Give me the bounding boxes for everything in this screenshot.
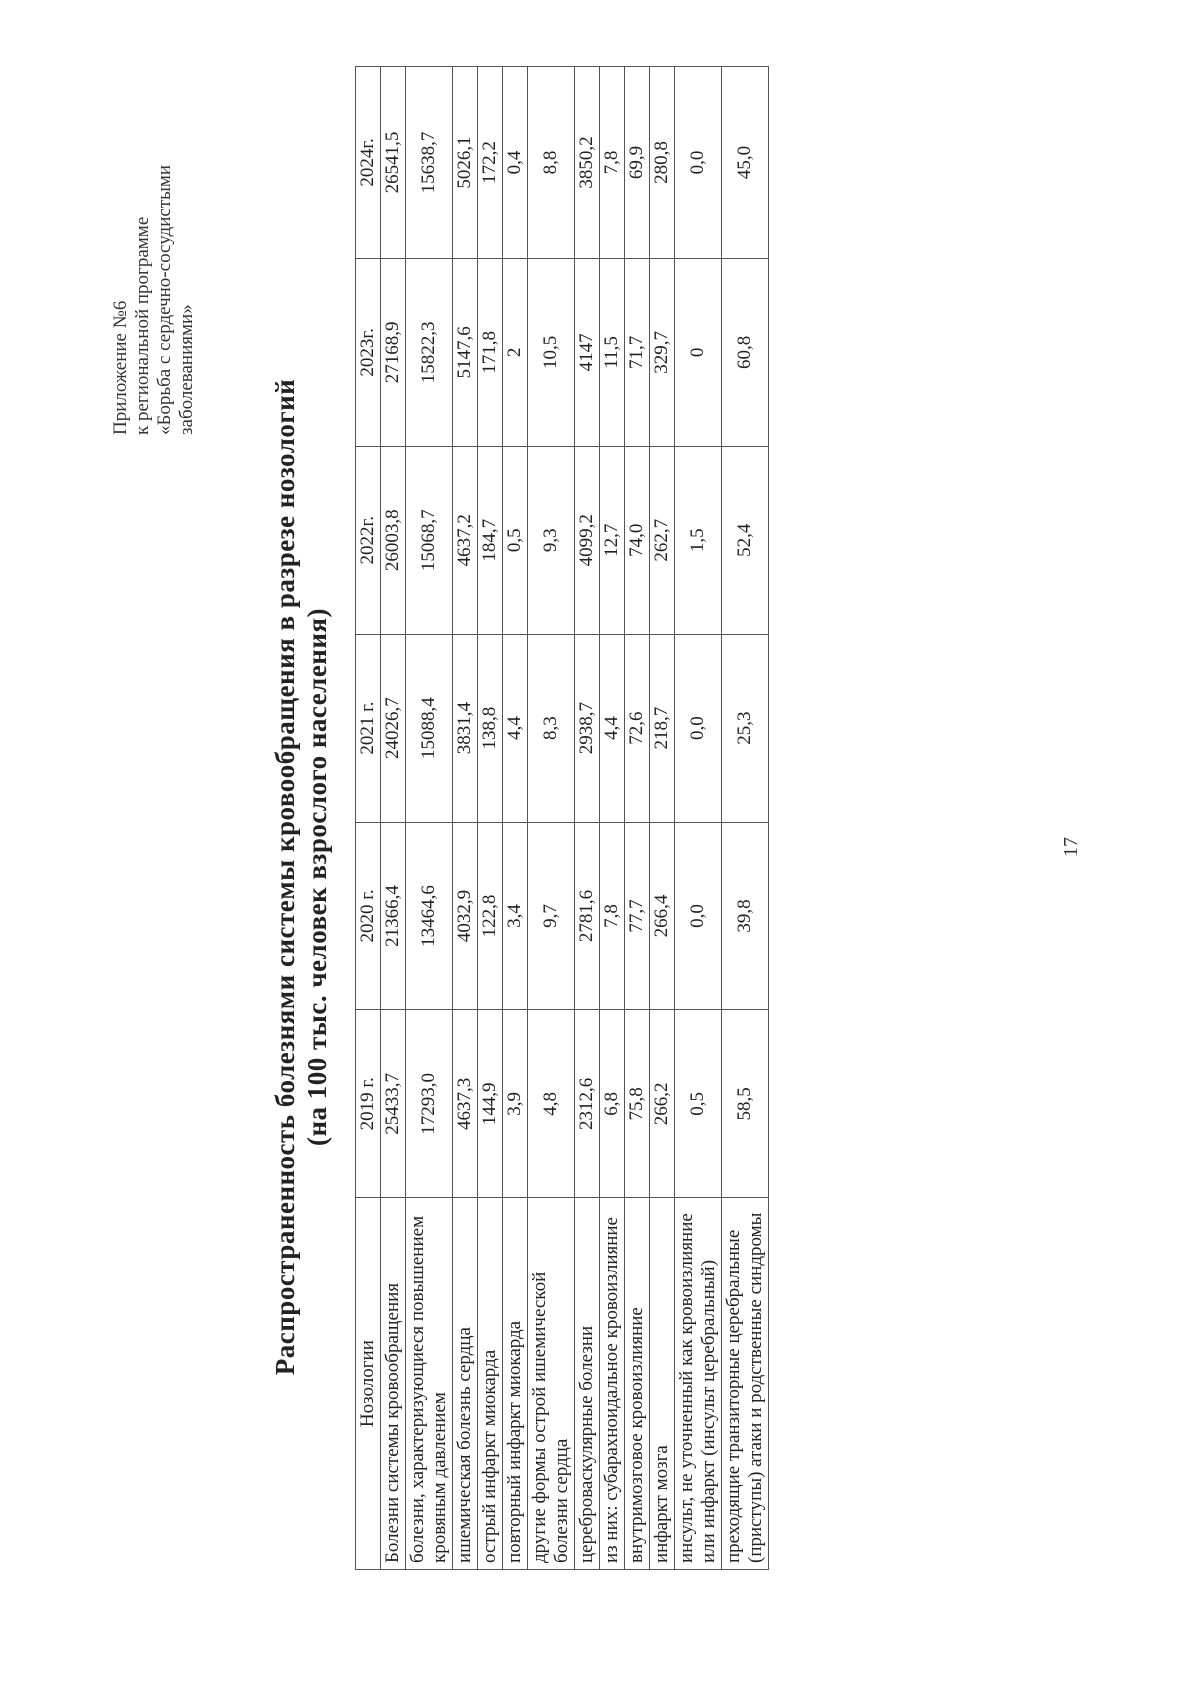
value-cell: 172,2 [478, 67, 503, 259]
value-cell: 266,2 [650, 1010, 675, 1198]
table-header-row [356, 67, 381, 1570]
value-cell: 4,4 [503, 634, 528, 822]
value-cell: 24026,7 [381, 634, 406, 822]
value-cell: 0,0 [675, 634, 722, 822]
page-number: 17 [1060, 837, 1082, 857]
value-cell: 1,5 [675, 446, 722, 634]
nosology-cell: ишемическая болезнь сердца [453, 1198, 478, 1570]
value-cell: 3,4 [503, 822, 528, 1010]
value-cell: 0 [675, 258, 722, 446]
value-cell: 21366,4 [381, 822, 406, 1010]
nosology-cell: инсульт, не уточненный как кровоизлияние или инфаркт (инсульт церебральный) [675, 1198, 722, 1570]
nosology-cell: инфаркт мозга [650, 1198, 675, 1570]
value-cell: 60,8 [722, 258, 769, 446]
value-cell: 27168,9 [381, 258, 406, 446]
value-cell: 3831,4 [453, 634, 478, 822]
value-cell: 72,6 [625, 634, 650, 822]
table-row [650, 67, 675, 1570]
value-cell: 7,8 [600, 822, 625, 1010]
table-row [478, 67, 503, 1570]
value-cell: 2938,7 [575, 634, 600, 822]
value-cell: 3850,2 [575, 67, 600, 259]
column-header: 2022г. [356, 446, 381, 634]
table-row [503, 67, 528, 1570]
value-cell: 77,7 [625, 822, 650, 1010]
nosology-cell: повторный инфаркт миокарда [503, 1198, 528, 1570]
nosology-cell: из них: субарахноидальное кровоизлияние [600, 1198, 625, 1570]
value-cell: 52,4 [722, 446, 769, 634]
value-cell: 122,8 [478, 822, 503, 1010]
value-cell: 3,9 [503, 1010, 528, 1198]
value-cell: 280,8 [650, 67, 675, 259]
value-cell: 0,4 [503, 67, 528, 259]
value-cell: 329,7 [650, 258, 675, 446]
value-cell: 9,3 [528, 446, 575, 634]
value-cell: 15068,7 [406, 446, 453, 634]
value-cell: 75,8 [625, 1010, 650, 1198]
value-cell: 266,4 [650, 822, 675, 1010]
column-header: 2024г. [356, 67, 381, 259]
document-subtitle: (на 100 тыс. человек взрослого населения) [302, 607, 332, 1147]
nosology-cell: внутримозговое кровоизлияние [625, 1198, 650, 1570]
value-cell: 8,8 [528, 67, 575, 259]
value-cell: 12,7 [600, 446, 625, 634]
value-cell: 0,0 [675, 67, 722, 259]
column-header: Нозологии [356, 1198, 381, 1570]
value-cell: 4,4 [600, 634, 625, 822]
table-row [406, 67, 453, 1570]
value-cell: 15822,3 [406, 258, 453, 446]
value-cell: 17293,0 [406, 1010, 453, 1198]
value-cell: 25,3 [722, 634, 769, 822]
table-row [528, 67, 575, 1570]
value-cell: 15638,7 [406, 67, 453, 259]
value-cell: 26541,5 [381, 67, 406, 259]
value-cell: 8,3 [528, 634, 575, 822]
value-cell: 13464,6 [406, 822, 453, 1010]
nosology-cell: Болезни системы кровообращения [381, 1198, 406, 1570]
annex-note [110, 95, 198, 435]
value-cell: 184,7 [478, 446, 503, 634]
value-cell: 26003,8 [381, 446, 406, 634]
value-cell: 144,9 [478, 1010, 503, 1198]
value-cell: 74,0 [625, 446, 650, 634]
value-cell: 2781,6 [575, 822, 600, 1010]
annex-line: заболеваниями» [176, 304, 197, 435]
table-row [381, 67, 406, 1570]
table-row [675, 67, 722, 1570]
nosology-cell: болезни, характеризующиеся повышением кровяным давлением [406, 1198, 453, 1570]
table-row [722, 67, 769, 1570]
value-cell: 7,8 [600, 67, 625, 259]
value-cell: 6,8 [600, 1010, 625, 1198]
value-cell: 0,5 [675, 1010, 722, 1198]
value-cell: 11,5 [600, 258, 625, 446]
table-body [381, 67, 769, 1570]
value-cell: 0,0 [675, 822, 722, 1010]
prevalence-table [355, 66, 769, 1570]
value-cell: 4637,3 [453, 1010, 478, 1198]
value-cell: 0,5 [503, 446, 528, 634]
value-cell: 25433,7 [381, 1010, 406, 1198]
annex-line: «Борьба с сердечно-сосудистыми [154, 164, 175, 435]
value-cell: 39,8 [722, 822, 769, 1010]
value-cell: 171,8 [478, 258, 503, 446]
value-cell: 71,7 [625, 258, 650, 446]
column-header: 2019 г. [356, 1010, 381, 1198]
value-cell: 5147,6 [453, 258, 478, 446]
nosology-cell: острый инфаркт миокарда [478, 1198, 503, 1570]
value-cell: 4637,2 [453, 446, 478, 634]
value-cell: 5026,1 [453, 67, 478, 259]
annex-line: к региональной программе [132, 216, 153, 435]
value-cell: 4032,9 [453, 822, 478, 1010]
value-cell: 15088,4 [406, 634, 453, 822]
table-row [600, 67, 625, 1570]
nosology-cell: преходящие транзиторные церебральные (приступы) атаки и родственные синдромы [722, 1198, 769, 1570]
table-row [625, 67, 650, 1570]
column-header: 2023г. [356, 258, 381, 446]
value-cell: 58,5 [722, 1010, 769, 1198]
value-cell: 45,0 [722, 67, 769, 259]
nosology-cell: цереброваскулярные болезни [575, 1198, 600, 1570]
value-cell: 2312,6 [575, 1010, 600, 1198]
value-cell: 4,8 [528, 1010, 575, 1198]
value-cell: 69,9 [625, 67, 650, 259]
value-cell: 9,7 [528, 822, 575, 1010]
value-cell: 10,5 [528, 258, 575, 446]
nosology-cell: другие формы острой ишемической болезни сердца [528, 1198, 575, 1570]
value-cell: 2 [503, 258, 528, 446]
table-row [453, 67, 478, 1570]
column-header: 2021 г. [356, 634, 381, 822]
value-cell: 4099,2 [575, 446, 600, 634]
value-cell: 4147 [575, 258, 600, 446]
value-cell: 218,7 [650, 634, 675, 822]
document-title: Распространенность болезнями системы кровообращения в разрезе нозологий [270, 378, 300, 1376]
value-cell: 138,8 [478, 634, 503, 822]
annex-line: Приложение №6 [110, 300, 131, 435]
value-cell: 262,7 [650, 446, 675, 634]
column-header: 2020 г. [356, 822, 381, 1010]
table-row [575, 67, 600, 1570]
